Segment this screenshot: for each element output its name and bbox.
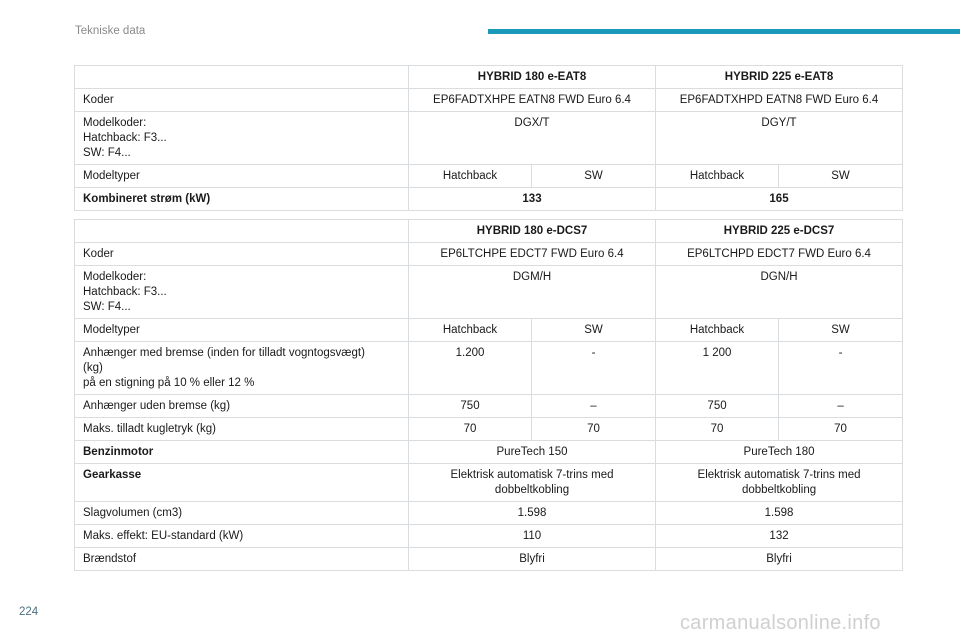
cell-value: 70 — [532, 418, 656, 441]
table-row-slagvolumen — [75, 502, 903, 525]
cell-value: 1.598 — [409, 502, 656, 525]
table-row-benzinmotor — [75, 441, 903, 464]
cell-value: Blyfri — [656, 548, 903, 571]
cell-value: Hatchback — [409, 319, 532, 342]
table-row-gearkasse — [75, 464, 903, 502]
cell-value: DGY/T — [656, 112, 903, 165]
label-line: Hatchback: F3... — [83, 286, 167, 298]
table-row-anhaenger-med-bremse — [75, 342, 903, 395]
label-line: på en stigning på 10 % eller 12 % — [83, 377, 255, 389]
cell-value: EP6LTCHPE EDCT7 FWD Euro 6.4 — [409, 243, 656, 266]
row-label — [75, 266, 409, 319]
cell-value: – — [532, 395, 656, 418]
cell-value: Hatchback — [656, 319, 779, 342]
table-row-kombineret-strom — [75, 188, 903, 211]
label-line: (kg) — [83, 362, 103, 374]
cell-value: 110 — [409, 525, 656, 548]
table-row-modeltyper — [75, 165, 903, 188]
value-line: dobbeltkobling — [494, 484, 570, 496]
value-line: Elektrisk automatisk 7-trins med — [697, 469, 861, 481]
cell-value: PureTech 150 — [409, 441, 656, 464]
row-label: Modeltyper — [75, 319, 409, 342]
row-label: Anhænger uden bremse (kg) — [75, 395, 409, 418]
table-row-modelkoder — [75, 266, 903, 319]
cell-value: 750 — [409, 395, 532, 418]
row-label: Koder — [75, 89, 409, 112]
label-line: SW: F4... — [83, 301, 131, 313]
cell-value: DGX/T — [409, 112, 656, 165]
column-header-hybrid-225: HYBRID 225 e-DCS7 — [656, 220, 903, 243]
cell-value: SW — [532, 319, 656, 342]
row-label — [75, 112, 409, 165]
row-label — [75, 342, 409, 395]
cell-value: DGN/H — [656, 266, 903, 319]
column-header-hybrid-225: HYBRID 225 e-EAT8 — [656, 66, 903, 89]
cell-value: EP6FADTXHPE EATN8 FWD Euro 6.4 — [409, 89, 656, 112]
row-label: Gearkasse — [75, 464, 409, 502]
value-line: Elektrisk automatisk 7-trins med — [450, 469, 614, 481]
cell-value: PureTech 180 — [656, 441, 903, 464]
table-row-anhaenger-uden-bremse — [75, 395, 903, 418]
cell-value: 1.200 — [409, 342, 532, 395]
page-number: 224 — [19, 606, 39, 618]
page-header-title: Tekniske data — [75, 25, 146, 37]
row-label: Brændstof — [75, 548, 409, 571]
cell-value: 1.598 — [656, 502, 903, 525]
header-accent-bar — [488, 29, 960, 34]
table-row-modeltyper — [75, 319, 903, 342]
row-label: Koder — [75, 243, 409, 266]
cell-value: 132 — [656, 525, 903, 548]
label-line: Hatchback: F3... — [83, 132, 167, 144]
row-label: Modeltyper — [75, 165, 409, 188]
header-empty-cell — [75, 220, 409, 243]
cell-value: EP6LTCHPD EDCT7 FWD Euro 6.4 — [656, 243, 903, 266]
watermark: carmanualsonline.info — [680, 612, 881, 634]
cell-value: 70 — [656, 418, 779, 441]
cell-value: 70 — [409, 418, 532, 441]
table-row-braendstof — [75, 548, 903, 571]
spec-table-eat8 — [74, 65, 903, 211]
cell-value: DGM/H — [409, 266, 656, 319]
cell-value: Hatchback — [409, 165, 532, 188]
cell-value: – — [779, 395, 903, 418]
spec-table-dcs7 — [74, 219, 903, 571]
cell-value — [656, 464, 903, 502]
table-row-maks-effekt — [75, 525, 903, 548]
row-label: Slagvolumen (cm3) — [75, 502, 409, 525]
label-line: Anhænger med bremse (inden for tilladt vogntogsvægt) — [83, 347, 365, 359]
row-label: Benzinmotor — [75, 441, 409, 464]
cell-value: EP6FADTXHPD EATN8 FWD Euro 6.4 — [656, 89, 903, 112]
label-line: Modelkoder: — [83, 117, 147, 129]
cell-value: 1 200 — [656, 342, 779, 395]
cell-value: - — [779, 342, 903, 395]
table-header-row — [75, 220, 903, 243]
value-line: dobbeltkobling — [741, 484, 817, 496]
cell-value: 133 — [409, 188, 656, 211]
row-label: Maks. tilladt kugletryk (kg) — [75, 418, 409, 441]
cell-value: SW — [779, 165, 903, 188]
table-row-kugletryk — [75, 418, 903, 441]
table-header-row — [75, 66, 903, 89]
cell-value: SW — [779, 319, 903, 342]
cell-value: Blyfri — [409, 548, 656, 571]
cell-value: 165 — [656, 188, 903, 211]
cell-value: SW — [532, 165, 656, 188]
row-label: Kombineret strøm (kW) — [75, 188, 409, 211]
cell-value: Hatchback — [656, 165, 779, 188]
cell-value: - — [532, 342, 656, 395]
cell-value: 750 — [656, 395, 779, 418]
table-row-koder — [75, 243, 903, 266]
row-label: Maks. effekt: EU-standard (kW) — [75, 525, 409, 548]
header-empty-cell — [75, 66, 409, 89]
column-header-hybrid-180: HYBRID 180 e-DCS7 — [409, 220, 656, 243]
cell-value: 70 — [779, 418, 903, 441]
column-header-hybrid-180: HYBRID 180 e-EAT8 — [409, 66, 656, 89]
label-line: Modelkoder: — [83, 271, 147, 283]
table-row-modelkoder — [75, 112, 903, 165]
table-row-koder — [75, 89, 903, 112]
label-line: SW: F4... — [83, 147, 131, 159]
cell-value — [409, 464, 656, 502]
